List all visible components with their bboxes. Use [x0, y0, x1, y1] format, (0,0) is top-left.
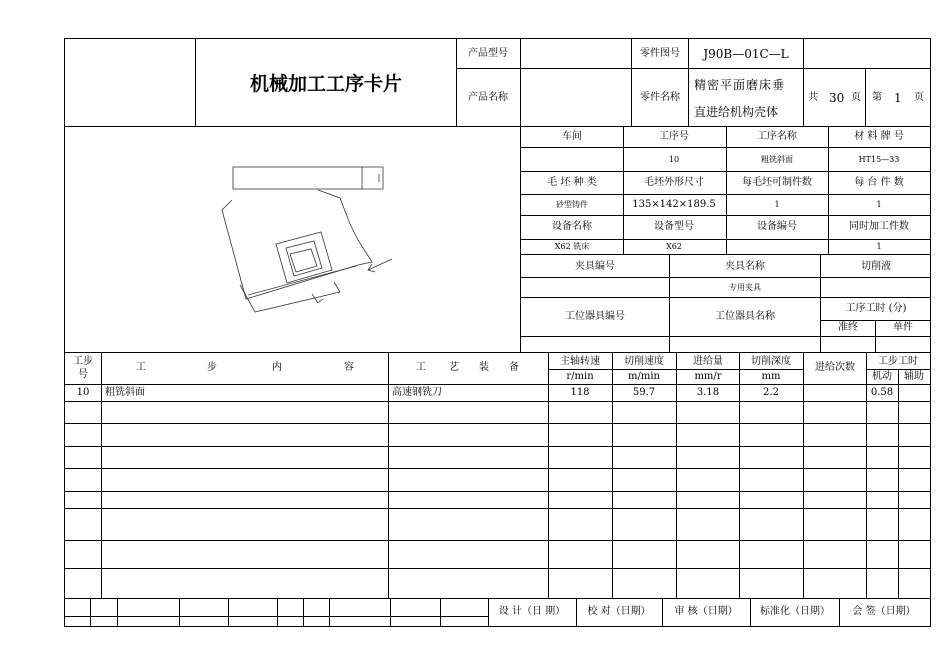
col-step-time: 工步工时 — [878, 356, 918, 367]
col-speed-line1: 切削速度 — [624, 356, 664, 367]
material-label: 材 料 牌 号 — [854, 131, 904, 142]
part-sketch — [222, 167, 392, 312]
parts-per-machine-value: 1 — [876, 200, 882, 209]
op-time-label: 工序工时 (分) — [845, 303, 907, 314]
total-page-unit: 页 — [851, 92, 861, 103]
col-machine-time: 机动 — [872, 371, 892, 382]
equip-name-value: X62 铣床 — [554, 242, 590, 251]
col-content-char: 工 — [136, 362, 146, 373]
col-passes: 进给次数 — [815, 362, 855, 373]
fixture-no-label: 夹具编号 — [575, 261, 615, 272]
footer-check: 校 对（日期） — [587, 606, 651, 617]
step-depth: 2.2 — [763, 387, 779, 398]
col-spindle-line2: r/min — [566, 371, 594, 382]
col-feed-line2: mm/r — [694, 371, 722, 382]
total-prefix: 共 — [808, 92, 818, 103]
total-pages: 30 — [829, 91, 845, 105]
workshop-label: 车间 — [562, 131, 582, 142]
col-content-char: 内 — [272, 362, 282, 373]
material-value: HT15—33 — [858, 155, 900, 164]
blank-type-value: 砂型铸件 — [556, 200, 588, 209]
col-content-char: 步 — [207, 362, 217, 373]
col-depth-line2: mm — [761, 371, 781, 382]
equip-name-label: 设备名称 — [552, 221, 592, 232]
part-no-label: 零件图号 — [640, 48, 680, 59]
step-content: 粗铣斜面 — [105, 387, 145, 398]
op-name-label: 工序名称 — [757, 131, 797, 142]
blank-type-label: 毛 坯 种 类 — [547, 177, 597, 188]
parts-per-blank-label: 每毛坯可制件数 — [742, 177, 812, 188]
fixture-name-label: 夹具名称 — [725, 261, 765, 272]
simul-value: 1 — [876, 242, 882, 251]
op-no-label: 工序号 — [659, 131, 689, 142]
unit-time-label: 单件 — [893, 322, 913, 333]
col-equipment-char: 备 — [509, 362, 519, 373]
equip-model-value: X62 — [666, 242, 682, 251]
blank-size-value: 135×142×189.5 — [632, 199, 716, 210]
col-speed-line2: m/min — [628, 371, 660, 382]
col-equipment-char: 工 — [416, 362, 426, 373]
step-equipment: 高速钢铣刀 — [392, 387, 442, 398]
blank-size-label: 毛坯外形尺寸 — [644, 177, 704, 188]
equip-model-label: 设备型号 — [654, 221, 694, 232]
col-spindle-line1: 主轴转速 — [560, 356, 600, 367]
part-name-line2: 直进给机构壳体 — [694, 105, 779, 119]
product-model-label: 产品型号 — [468, 48, 508, 59]
step-feed: 3.18 — [696, 387, 720, 398]
equip-no-label: 设备编号 — [757, 221, 797, 232]
part-no-value: J90B—01C—L — [703, 47, 789, 61]
col-step-no-line2: 号 — [78, 369, 88, 380]
page-prefix: 第 — [872, 92, 882, 103]
station-tool-no-label: 工位器具编号 — [565, 311, 625, 322]
step-spindle: 118 — [570, 387, 590, 398]
page-unit: 页 — [914, 92, 924, 103]
col-aux-time: 辅助 — [904, 371, 924, 382]
prep-time-label: 准终 — [838, 322, 858, 333]
part-name-label: 零件名称 — [640, 92, 680, 103]
col-feed-line1: 进给量 — [693, 356, 723, 367]
op-no-value: 10 — [668, 155, 680, 164]
card-title: 机械加工工序卡片 — [249, 73, 403, 95]
step-machine-time: 0.58 — [870, 387, 894, 398]
footer-standard: 标准化（日期） — [760, 606, 830, 617]
parts-per-blank-value: 1 — [774, 200, 780, 209]
col-equipment-char: 艺 — [449, 362, 459, 373]
page-no: 1 — [894, 91, 902, 105]
col-equipment-char: 装 — [479, 362, 489, 373]
station-tool-name-label: 工位器具名称 — [715, 311, 775, 322]
col-step-no-line1: 工步 — [73, 356, 93, 367]
col-content-char: 容 — [344, 362, 354, 373]
parts-per-machine-label: 每 台 件 数 — [854, 177, 904, 188]
footer-sign: 会 签（日期） — [852, 606, 916, 617]
simul-label: 同时加工件数 — [849, 221, 909, 232]
footer-design: 设 计（日 期） — [498, 606, 566, 617]
step-no: 10 — [76, 387, 90, 398]
footer-review: 审 核（日期） — [674, 606, 738, 617]
product-name-label: 产品名称 — [468, 92, 508, 103]
step-speed: 59.7 — [632, 387, 656, 398]
fixture-name-value: 专用夹具 — [729, 283, 761, 292]
col-depth-line1: 切削深度 — [751, 356, 791, 367]
part-name-line1: 精密平面磨床垂 — [694, 78, 786, 92]
coolant-label: 切削液 — [861, 261, 891, 272]
op-name-value: 粗铣斜面 — [761, 155, 793, 164]
